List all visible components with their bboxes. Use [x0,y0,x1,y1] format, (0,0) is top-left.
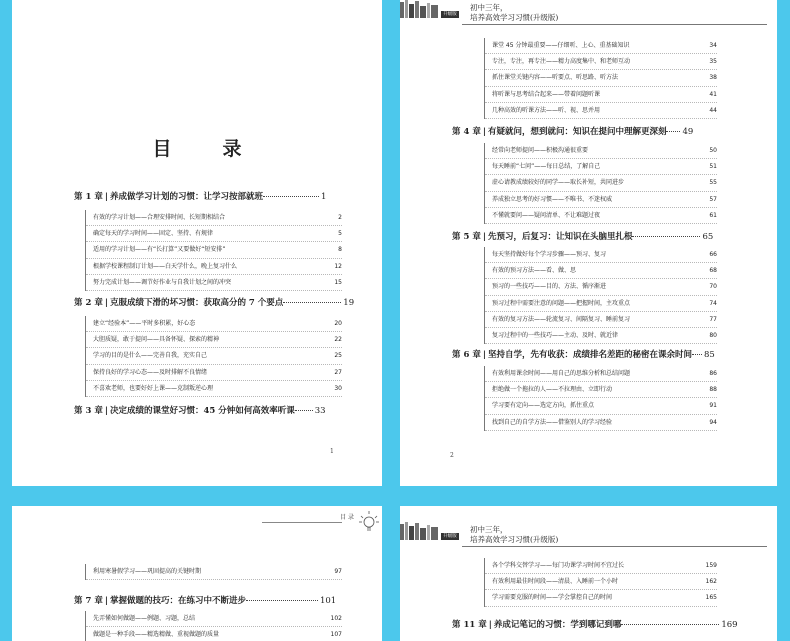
entry-text: 大胆质疑，敢于提问——具备怀疑、探索的精神 [93,336,220,344]
entry-page: 30 [334,384,342,392]
toc-entry[interactable] [86,275,342,291]
toc-entry[interactable] [485,54,717,70]
toc-entry[interactable] [485,70,717,86]
chapter-heading: 第 2 章 | 克服成绩下滑的坏习惯：获取高分的 7 个要点 19 [74,298,355,308]
entry-text: 利用寒暑假学习——巩固提高的关键时期 [93,568,202,575]
entry-text: 确定每天的学习时间——固定、坚持、有规律 [93,230,214,238]
toc-page-bottom-right [400,506,777,641]
header-rule [262,522,342,523]
toc-entry[interactable] [485,279,717,295]
entry-page: 91 [709,402,717,410]
chapter-label: 第 1 章 [74,192,103,202]
entry-text: 各个学科交替学习——每门功课学习时间不宜过长 [492,562,625,569]
entry-text: 找到自己的自学方法——借鉴别人的学习经验 [492,418,613,426]
header-rule [462,546,767,547]
chapter-items [484,247,717,344]
chapter-page: 85 [703,350,715,360]
entry-page: 66 [709,251,717,258]
page-header [400,522,777,554]
entry-page: 77 [709,315,717,323]
entry-text: 学习需要克服的时间——学会掌控自己的时间 [492,594,613,602]
toc-entry[interactable] [86,259,342,275]
book-title-line2: 培养高效学习习惯(升级版) [470,535,559,544]
page-header [400,0,777,32]
entry-page: 15 [334,278,342,286]
toc-entry[interactable] [485,143,717,159]
toc-entry[interactable] [86,316,342,332]
toc-page-top-left [12,0,382,486]
toc-entry[interactable] [485,87,717,103]
toc-entry[interactable] [485,296,717,312]
page-number: 2 [450,452,454,459]
toc-entry[interactable] [485,159,717,175]
entry-text: 经常向老师提问——积极沟通很重要 [492,147,589,154]
toc-entry[interactable] [86,226,342,242]
toc-entry[interactable] [485,590,717,606]
entry-page: 34 [709,42,717,49]
entry-page: 12 [334,262,342,270]
entry-text: 有效利用最佳时间段——清晨、入睡前一个小时 [492,578,619,586]
chapter-page: 169 [721,620,738,630]
entry-text: 不懂就要问——疑问清单、不让难题过夜 [492,211,601,219]
toc-entry[interactable] [485,558,717,574]
chapter-heading: 第 6 章 | 坚持自学，先有收获：成绩排名差距的秘密在课余时间 85 [452,350,715,360]
entry-page: 86 [709,370,717,377]
book-title-line1: 初中三年， [470,525,508,534]
toc-entry[interactable] [86,611,342,627]
toc-title: 目 录 [152,138,258,160]
entry-page: 35 [709,58,717,66]
entry-text: 学习的目的是什么——完善自我，充实自己 [93,352,208,360]
book-title-line1: 初中三年， [470,3,508,12]
chapter-heading: 第 7 章 | 掌握做题的技巧：在练习中不断进步 101 [74,596,337,606]
chapter-page: 65 [702,232,714,242]
entry-page: 25 [334,352,342,360]
entry-text: 有效的复习方法——轮流复习、间隔复习、睡前复习 [492,315,631,323]
entry-text: 根据学校课程制订计划——白天学什么，晚上复习什么 [93,262,238,270]
toc-entry[interactable] [485,192,717,208]
toc-entry[interactable] [86,564,342,580]
entry-text: 有效的学习计划——合理安排时间、长短期相结合 [93,214,226,221]
entry-page: 74 [709,299,717,307]
running-head: 目 录 [340,514,354,521]
entry-page: 102 [330,615,342,622]
chapter-items [484,38,717,119]
entry-page: 5 [338,230,342,238]
entry-page: 44 [709,106,717,114]
entry-page: 50 [709,147,717,154]
chapter-items [85,210,342,291]
chapter-label: 第 2 章 [74,298,103,308]
entry-page: 51 [709,163,717,171]
entry-text: 预习的一些技巧——目的、方法、循序渐进 [492,283,607,291]
entry-text: 学习要有定向——选定方向，抓住重点 [492,402,595,410]
chapter-heading: 第 11 章 | 养成记笔记的习惯：学到哪记到哪 169 [452,620,738,630]
toc-entry[interactable] [485,328,717,344]
toc-entry[interactable] [86,332,342,348]
entry-text: 课堂 45 分钟最重要——仔细听、上心、重基础知识 [492,42,630,49]
chapter-label: 第 6 章 [452,350,481,360]
chapter-label: 第 11 章 [452,620,487,630]
chapter-heading: 第 5 章 | 先预习，后复习：让知识在头脑里扎根 65 [452,232,714,242]
toc-page-bottom-left [12,506,382,641]
toc-entry[interactable] [485,574,717,590]
lightbulb-icon [358,508,380,538]
entry-page: 68 [709,267,717,275]
toc-entry[interactable] [86,210,342,226]
page-number: 1 [330,448,334,455]
entry-text: 适用的学习计划——有“长打算”又要做好“短安排” [93,246,226,254]
entry-page: 159 [705,562,717,569]
chapter-page: 1 [320,192,327,202]
entry-page: 88 [709,386,717,394]
entry-page: 38 [709,74,717,82]
toc-entry[interactable] [485,263,717,279]
chapter-title: 决定成绩的课堂好习惯：45 分钟如何高效率听课 [109,406,295,416]
chapter-page: 101 [319,596,337,606]
entry-text: 复习过程中的一些技巧——主动、及时、就近律 [492,331,619,339]
entry-text: 做题是一种手段——精选精做、重视做题的质量 [93,631,220,639]
toc-entry[interactable] [485,103,717,119]
toc-entry[interactable] [86,242,342,258]
entry-text: 先弄懂如何做题——例题、习题，总结 [93,615,196,622]
chapter-items [484,558,717,607]
chapter-label: 第 5 章 [452,232,481,242]
toc-entry[interactable] [485,366,717,382]
entry-text: 抓住课堂关键内容——听要点、听思路、听方法 [492,74,619,82]
entry-page: 97 [334,568,342,575]
chapter-items [85,316,342,397]
entry-page: 107 [330,631,342,639]
entry-text: 拒绝做一个拖拉的人——不拉理由、立即行动 [492,386,613,394]
entry-text: 建立“经验本”——平时多积累，好心态 [93,320,196,327]
toc-entry[interactable] [485,38,717,54]
toc-entry[interactable] [86,348,342,364]
chapter-heading: 第 4 章 | 有疑就问，想到就问：知识在提问中理解更深刻 49 [452,127,694,137]
toc-entry[interactable] [485,398,717,414]
entry-text: 不喜欢老师，也要好好上课——克制叛逆心理 [93,384,214,392]
entry-text: 每天睡前“七问”——每日总结，了解自己 [492,163,601,171]
entry-page: 165 [705,594,717,602]
entry-page: 20 [334,320,342,327]
entry-page: 8 [338,246,342,254]
entry-page: 22 [334,336,342,344]
chapter-items [85,564,342,580]
chapter-title: 有疑就问，想到就问：知识在提问中理解更深刻 [487,127,667,137]
chapter-items [85,611,342,641]
chapter-title: 养成记笔记的习惯：学到哪记到哪 [493,620,622,630]
entry-text: 有效利用课余时间——用自己的思维分析和总结问题 [492,370,631,377]
chapter-label: 第 3 章 [74,406,103,416]
entry-page: 80 [709,331,717,339]
entry-text: 专注，专注，再专注——精力高度集中、和老师互动 [492,58,631,66]
entry-page: 2 [338,214,342,221]
entry-page: 57 [709,195,717,203]
entry-page: 61 [709,211,717,219]
toc-entry[interactable] [86,365,342,381]
entry-page: 41 [709,90,717,98]
entry-text: 将听课与思考结合起来——带着问题听课 [492,90,601,98]
entry-text: 每天坚持做好每个学习步骤——预习、复习 [492,251,607,258]
chapter-items [484,366,717,431]
header-rule [462,24,767,25]
chapter-page: 33 [314,406,326,416]
chapter-title: 克服成绩下滑的坏习惯：获取高分的 7 个要点 [109,298,284,308]
entry-text: 努力完成计划——调节好作业与自我计划之间的冲突 [93,278,232,286]
toc-entry[interactable] [485,247,717,263]
entry-page: 94 [709,418,717,426]
toc-entry[interactable] [86,627,342,641]
chapter-heading: 第 1 章 | 养成做学习计划的习惯：让学习按部就班 1 [74,192,327,202]
toc-page-top-right [400,0,777,486]
entry-text: 养成独立思考的好习惯——不唯书、不迷权威 [492,195,613,203]
entry-page: 70 [709,283,717,291]
chapter-heading: 第 3 章 | 决定成绩的课堂好习惯：45 分钟如何高效率听课 33 [74,406,326,416]
edition-badge: 升级版 [441,533,459,540]
chapter-label: 第 4 章 [452,127,481,137]
entry-page: 162 [705,578,717,586]
toc-entry[interactable] [485,312,717,328]
entry-page: 27 [334,368,342,376]
entry-text: 保持良好的学习心态——及时排解不良情绪 [93,368,208,376]
chapter-title: 掌握做题的技巧：在练习中不断进步 [109,596,246,606]
chapter-title: 坚持自学，先有收获：成绩排名差距的秘密在课余时间 [487,350,692,360]
edition-badge: 升级版 [441,11,459,18]
chapter-title: 养成做学习计划的习惯：让学习按部就班 [109,192,263,202]
entry-text: 几种高效的听课方法——听、视、思并用 [492,106,601,114]
entry-page: 55 [709,179,717,187]
chapter-label: 第 7 章 [74,596,103,606]
toc-entry[interactable] [485,175,717,191]
chapter-title: 先预习，后复习：让知识在头脑里扎根 [487,232,633,242]
chapter-items [484,143,717,224]
toc-entry[interactable] [485,208,717,224]
book-title-line2: 培养高效学习习惯(升级版) [470,13,559,22]
chapter-page: 19 [343,298,355,308]
toc-entry[interactable] [485,415,717,431]
chapter-page: 49 [682,127,694,137]
entry-text: 虚心请教成绩较好的同学——取长补短，共同进步 [492,179,625,187]
toc-entry[interactable] [86,381,342,397]
toc-entry[interactable] [485,382,717,398]
entry-text: 预习过程中需要注意的问题——把握时间，主攻重点 [492,299,631,307]
entry-text: 有效的预习方法——看、做、思 [492,267,577,275]
